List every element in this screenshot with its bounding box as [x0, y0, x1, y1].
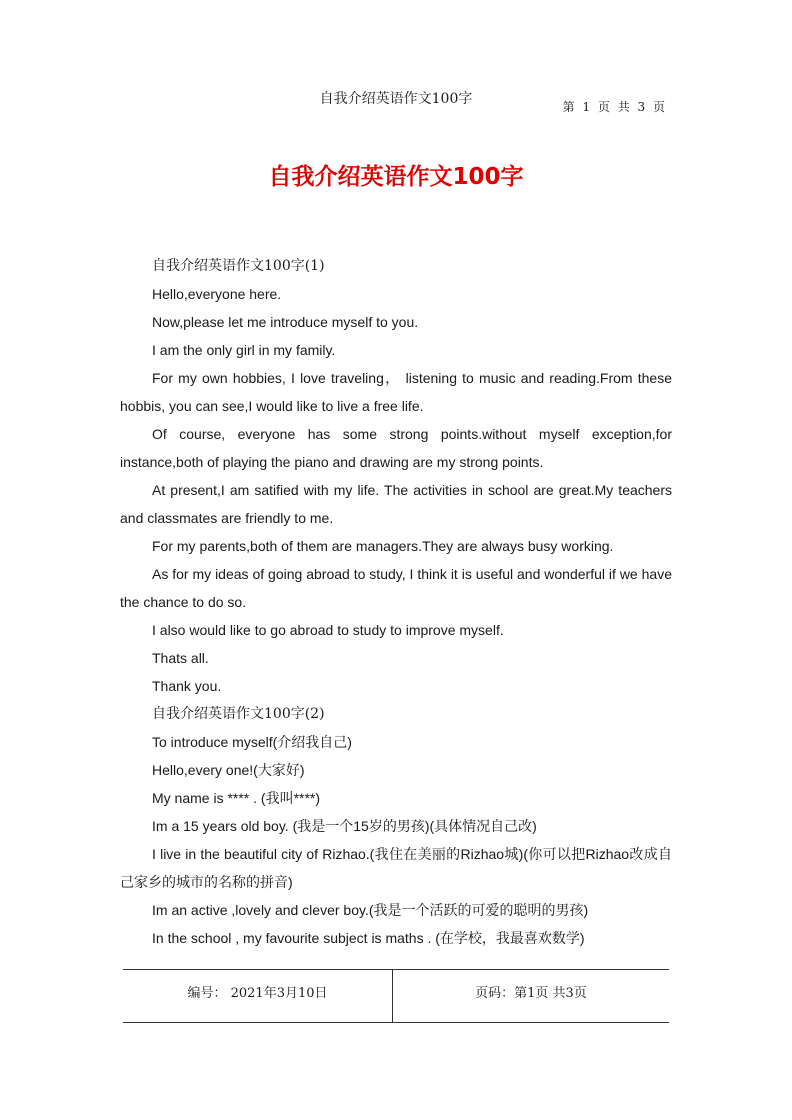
paragraph: Hello,everyone here. — [152, 286, 282, 302]
document-body — [120, 252, 672, 952]
paragraph: To introduce myself(介绍我自己) — [152, 734, 352, 750]
paragraph: I also would like to go abroad to study to improve myself. — [152, 622, 504, 638]
footer-top-rule — [123, 969, 669, 970]
paragraph: As for my ideas of going abroad to study, I think it is useful and wonderful if we have the chance to do so. — [120, 566, 672, 610]
paragraph: In the school , my favourite subject is maths . (在学校，我最喜欢数学) — [152, 930, 585, 946]
paragraph: Thats all. — [152, 650, 209, 666]
paragraph: My name is **** . (我叫****) — [152, 790, 321, 806]
paragraph: Hello,every one!(大家好) — [152, 762, 305, 778]
paragraph: Now,please let me introduce myself to you. — [152, 314, 419, 330]
paragraph: Im a 15 years old boy. (我是一个15岁的男孩)(具体情况自己改) — [152, 818, 537, 834]
footer-bottom-rule — [123, 1022, 669, 1023]
page-title: 自我介绍英语作文100字 — [268, 164, 524, 190]
header-doc-title: 自我介绍英语作文100字 — [319, 91, 473, 107]
footer-page-number: 页码：第1页 共3页 — [475, 986, 587, 1001]
paragraph: For my own hobbies, I love traveling， listening to music and reading.From these hobbis, you can see,I would like to live a free life. — [120, 370, 672, 414]
paragraph: I am the only girl in my family. — [152, 342, 336, 358]
paragraph: Im an active ,lovely and clever boy.(我是一个活跃的可爱的聪明的男孩) — [152, 902, 589, 918]
paragraph: At present,I am satified with my life. The activities in school are great.My teachers and classmates are friendly to me. — [120, 482, 672, 526]
paragraph: For my parents,both of them are managers.They are always busy working. — [152, 538, 614, 554]
header-page-info: 第 1 页 共 3 页 — [562, 100, 667, 114]
section-heading-1: 自我介绍英语作文100字(1) — [152, 258, 325, 274]
footer-number-date: 编号： 2021年3月10日 — [187, 986, 328, 1001]
section-heading-2: 自我介绍英语作文100字(2) — [152, 706, 325, 722]
paragraph: I live in the beautiful city of Rizhao.(我住在美丽的Rizhao城)(你可以把Rizhao改成自己家乡的城市的名称的拼音) — [120, 846, 672, 890]
paragraph: Thank you. — [152, 678, 222, 694]
paragraph: Of course, everyone has some strong points.without myself exception,for instance,both of playing the piano and drawing are my strong points. — [120, 426, 672, 470]
